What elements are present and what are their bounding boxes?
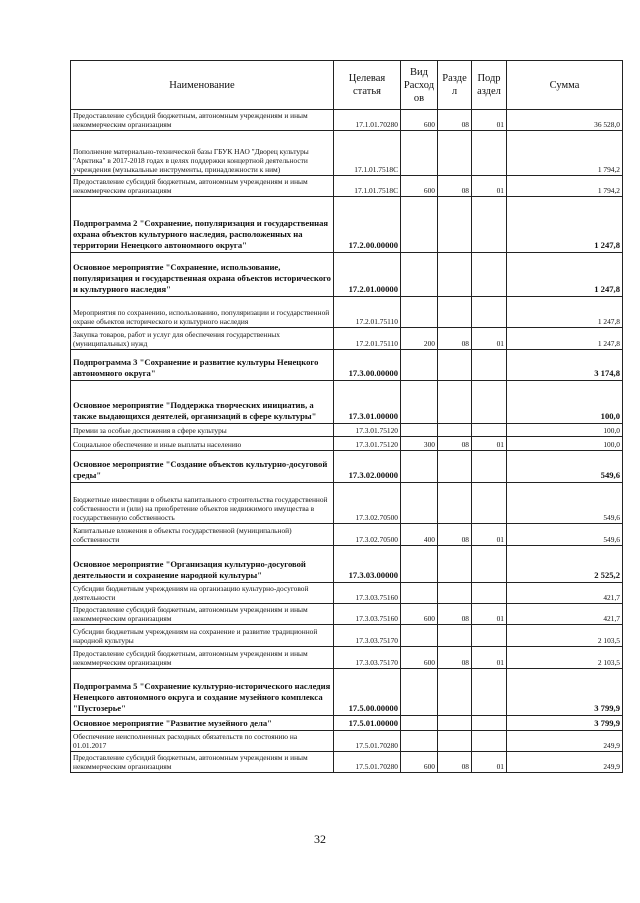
- cell-vr: 600: [401, 604, 438, 625]
- cell-code: 17.1.01.7518С: [334, 176, 401, 197]
- cell-sum: 421,7: [507, 583, 623, 604]
- cell-pr: [472, 197, 507, 253]
- table-row: [71, 176, 623, 197]
- cell-code: 17.3.02.70500: [334, 524, 401, 546]
- cell-vr: [401, 253, 438, 297]
- table-row: [71, 647, 623, 669]
- cell-code: 17.5.01.70280: [334, 752, 401, 773]
- cell-pr: [472, 381, 507, 424]
- cell-name: Бюджетные инвестиции в объекты капитального строительства государственной собственности и (или) на приобретение объектов недвижимого имущества в государственную собственность: [71, 483, 334, 524]
- table-row: [71, 328, 623, 350]
- cell-code: 17.3.03.75160: [334, 604, 401, 625]
- cell-name: Подпрограмма 3 "Сохранение и развитие культуры Ненецкого автономного округа": [71, 350, 334, 381]
- cell-pr: [472, 625, 507, 647]
- cell-name: Мероприятия по сохранению, использованию, популяризации и государственной охране объектов исторического и культурного наследия: [71, 297, 334, 328]
- header-vr: Вид Расход ов: [401, 61, 438, 110]
- cell-name: Предоставление субсидий бюджетным, автономным учреждениям и иным некоммерческим организациям: [71, 647, 334, 669]
- cell-pr: [472, 716, 507, 731]
- cell-rz: [438, 483, 472, 524]
- cell-code: 17.5.01.70280: [334, 731, 401, 752]
- cell-code: 17.3.03.75160: [334, 583, 401, 604]
- cell-rz: 08: [438, 110, 472, 131]
- table-row: [71, 669, 623, 716]
- cell-code: 17.2.00.00000: [334, 197, 401, 253]
- cell-code: 17.2.01.00000: [334, 253, 401, 297]
- cell-pr: 01: [472, 604, 507, 625]
- cell-vr: 600: [401, 752, 438, 773]
- budget-table-container: [70, 60, 622, 773]
- cell-vr: [401, 731, 438, 752]
- budget-table: [70, 60, 623, 773]
- cell-vr: 600: [401, 647, 438, 669]
- cell-sum: 36 528,0: [507, 110, 623, 131]
- cell-code: 17.3.03.75170: [334, 647, 401, 669]
- table-row: [71, 381, 623, 424]
- cell-rz: [438, 381, 472, 424]
- table-row: [71, 110, 623, 131]
- cell-sum: 549,6: [507, 524, 623, 546]
- cell-sum: 1 794,2: [507, 176, 623, 197]
- cell-rz: [438, 350, 472, 381]
- cell-code: 17.5.01.00000: [334, 716, 401, 731]
- cell-code: 17.2.01.75110: [334, 297, 401, 328]
- cell-vr: 600: [401, 110, 438, 131]
- cell-rz: 08: [438, 328, 472, 350]
- cell-vr: 200: [401, 328, 438, 350]
- cell-name: Основное мероприятие "Поддержка творческих инициатив, а также выдающихся деятелей, организаций в сфере культуры": [71, 381, 334, 424]
- cell-sum: 100,0: [507, 437, 623, 451]
- cell-code: 17.3.03.75170: [334, 625, 401, 647]
- cell-sum: 1 247,8: [507, 328, 623, 350]
- cell-sum: 1 247,8: [507, 197, 623, 253]
- cell-name: Основное мероприятие "Развитие музейного дела": [71, 716, 334, 731]
- cell-name: Закупка товаров, работ и услуг для обеспечения государственных (муниципальных) нужд: [71, 328, 334, 350]
- cell-rz: [438, 131, 472, 176]
- cell-name: Предоставление субсидий бюджетным, автономным учреждениям и иным некоммерческим организациям: [71, 752, 334, 773]
- table-row: [71, 437, 623, 451]
- cell-name: Субсидии бюджетным учреждениям на организацию культурно-досуговой деятельности: [71, 583, 334, 604]
- table-row: [71, 350, 623, 381]
- cell-rz: 08: [438, 437, 472, 451]
- cell-pr: 01: [472, 647, 507, 669]
- cell-pr: 01: [472, 110, 507, 131]
- table-body: [71, 110, 623, 773]
- cell-pr: 01: [472, 328, 507, 350]
- cell-vr: 400: [401, 524, 438, 546]
- cell-vr: [401, 625, 438, 647]
- cell-rz: 08: [438, 647, 472, 669]
- cell-vr: [401, 197, 438, 253]
- header-sum: Сумма: [507, 61, 623, 110]
- cell-pr: [472, 297, 507, 328]
- cell-rz: [438, 297, 472, 328]
- cell-vr: [401, 546, 438, 583]
- cell-rz: 08: [438, 524, 472, 546]
- cell-code: 17.3.01.75120: [334, 437, 401, 451]
- cell-sum: 1 794,2: [507, 131, 623, 176]
- cell-vr: [401, 297, 438, 328]
- table-row: [71, 546, 623, 583]
- cell-code: 17.3.03.00000: [334, 546, 401, 583]
- header-name: Наименование: [71, 61, 334, 110]
- cell-name: Основное мероприятие "Организация культурно-досуговой деятельности и сохранение народной культуры": [71, 546, 334, 583]
- cell-rz: [438, 546, 472, 583]
- cell-vr: [401, 669, 438, 716]
- cell-rz: [438, 451, 472, 483]
- cell-rz: 08: [438, 604, 472, 625]
- cell-sum: 3 174,8: [507, 350, 623, 381]
- table-row: [71, 731, 623, 752]
- cell-vr: 300: [401, 437, 438, 451]
- cell-code: 17.5.00.00000: [334, 669, 401, 716]
- cell-sum: 1 247,8: [507, 253, 623, 297]
- cell-sum: 100,0: [507, 424, 623, 437]
- header-code: Целевая статья: [334, 61, 401, 110]
- cell-rz: [438, 669, 472, 716]
- cell-pr: [472, 669, 507, 716]
- cell-name: Подпрограмма 2 "Сохранение, популяризация и государственная охрана объектов культурного наследия, расположенных на территории Ненецкого автономного округа": [71, 197, 334, 253]
- table-row: [71, 752, 623, 773]
- table-row: [71, 625, 623, 647]
- table-row: [71, 297, 623, 328]
- cell-name: Обеспечение неисполненных расходных обязательств по состоянию на 01.01.2017: [71, 731, 334, 752]
- cell-rz: [438, 716, 472, 731]
- cell-name: Социальное обеспечение и иные выплаты населению: [71, 437, 334, 451]
- cell-vr: 600: [401, 176, 438, 197]
- cell-vr: [401, 424, 438, 437]
- table-row: [71, 604, 623, 625]
- cell-sum: 3 799,9: [507, 716, 623, 731]
- cell-vr: [401, 131, 438, 176]
- cell-name: Предоставление субсидий бюджетным, автономным учреждениям и иным некоммерческим организациям: [71, 604, 334, 625]
- cell-code: 17.1.01.70280: [334, 110, 401, 131]
- table-row: [71, 424, 623, 437]
- cell-sum: 2 103,5: [507, 647, 623, 669]
- table-header-row: [71, 61, 623, 110]
- cell-code: 17.1.01.7518С: [334, 131, 401, 176]
- page-number: 32: [314, 832, 326, 846]
- table-row: [71, 197, 623, 253]
- cell-rz: [438, 583, 472, 604]
- cell-sum: 1 247,8: [507, 297, 623, 328]
- cell-sum: 549,6: [507, 451, 623, 483]
- cell-pr: 01: [472, 437, 507, 451]
- cell-name: Предоставление субсидий бюджетным, автономным учреждениям и иным некоммерческим организациям: [71, 176, 334, 197]
- cell-pr: [472, 253, 507, 297]
- cell-sum: 2 103,5: [507, 625, 623, 647]
- cell-pr: [472, 451, 507, 483]
- cell-sum: 549,6: [507, 483, 623, 524]
- table-row: [71, 716, 623, 731]
- cell-vr: [401, 716, 438, 731]
- table-row: [71, 253, 623, 297]
- table-row: [71, 451, 623, 483]
- cell-pr: [472, 131, 507, 176]
- cell-sum: 249,9: [507, 752, 623, 773]
- cell-pr: 01: [472, 524, 507, 546]
- cell-rz: [438, 253, 472, 297]
- cell-sum: 421,7: [507, 604, 623, 625]
- cell-code: 17.2.01.75110: [334, 328, 401, 350]
- cell-vr: [401, 583, 438, 604]
- cell-rz: [438, 424, 472, 437]
- header-rz: Разде л: [438, 61, 472, 110]
- cell-vr: [401, 350, 438, 381]
- cell-rz: 08: [438, 176, 472, 197]
- cell-sum: 2 525,2: [507, 546, 623, 583]
- cell-name: Основное мероприятие "Создание объектов культурно-досуговой среды": [71, 451, 334, 483]
- cell-pr: [472, 483, 507, 524]
- table-row: [71, 524, 623, 546]
- cell-rz: 08: [438, 752, 472, 773]
- cell-pr: [472, 350, 507, 381]
- cell-rz: [438, 625, 472, 647]
- table-row: [71, 131, 623, 176]
- cell-code: 17.3.00.00000: [334, 350, 401, 381]
- cell-vr: [401, 451, 438, 483]
- cell-pr: [472, 583, 507, 604]
- cell-name: Предоставление субсидий бюджетным, автономным учреждениям и иным некоммерческим организациям: [71, 110, 334, 131]
- table-row: [71, 483, 623, 524]
- cell-name: Основное мероприятие "Сохранение, использование, популяризация и государственная охрана объектов исторического и культурного наследия": [71, 253, 334, 297]
- cell-code: 17.3.01.75120: [334, 424, 401, 437]
- cell-sum: 3 799,9: [507, 669, 623, 716]
- cell-rz: [438, 731, 472, 752]
- table-row: [71, 583, 623, 604]
- cell-pr: [472, 424, 507, 437]
- cell-name: Пополнение материально-технической базы ГБУК НАО "Дворец культуры "Арктика" в 2017-2018 годах в целях поддержки концертной деятельности учреждения (музыкальные инструменты, принадлежности к ним): [71, 131, 334, 176]
- cell-vr: [401, 381, 438, 424]
- cell-sum: 249,9: [507, 731, 623, 752]
- cell-pr: 01: [472, 752, 507, 773]
- cell-code: 17.3.02.00000: [334, 451, 401, 483]
- cell-vr: [401, 483, 438, 524]
- cell-name: Премии за особые достижения в сфере культуры: [71, 424, 334, 437]
- cell-name: Подпрограмма 5 "Сохранение культурно-исторического наследия Ненецкого автономного округа и создание музейного комплекса "Пустозерье": [71, 669, 334, 716]
- cell-code: 17.3.01.00000: [334, 381, 401, 424]
- cell-pr: [472, 546, 507, 583]
- cell-sum: 100,0: [507, 381, 623, 424]
- cell-pr: [472, 731, 507, 752]
- header-pr: Подр аздел: [472, 61, 507, 110]
- cell-name: Капитальные вложения в объекты государственной (муниципальной) собственности: [71, 524, 334, 546]
- cell-rz: [438, 197, 472, 253]
- cell-code: 17.3.02.70500: [334, 483, 401, 524]
- cell-name: Субсидии бюджетным учреждениям на сохранение и развитие традиционной народной культуры: [71, 625, 334, 647]
- cell-pr: 01: [472, 176, 507, 197]
